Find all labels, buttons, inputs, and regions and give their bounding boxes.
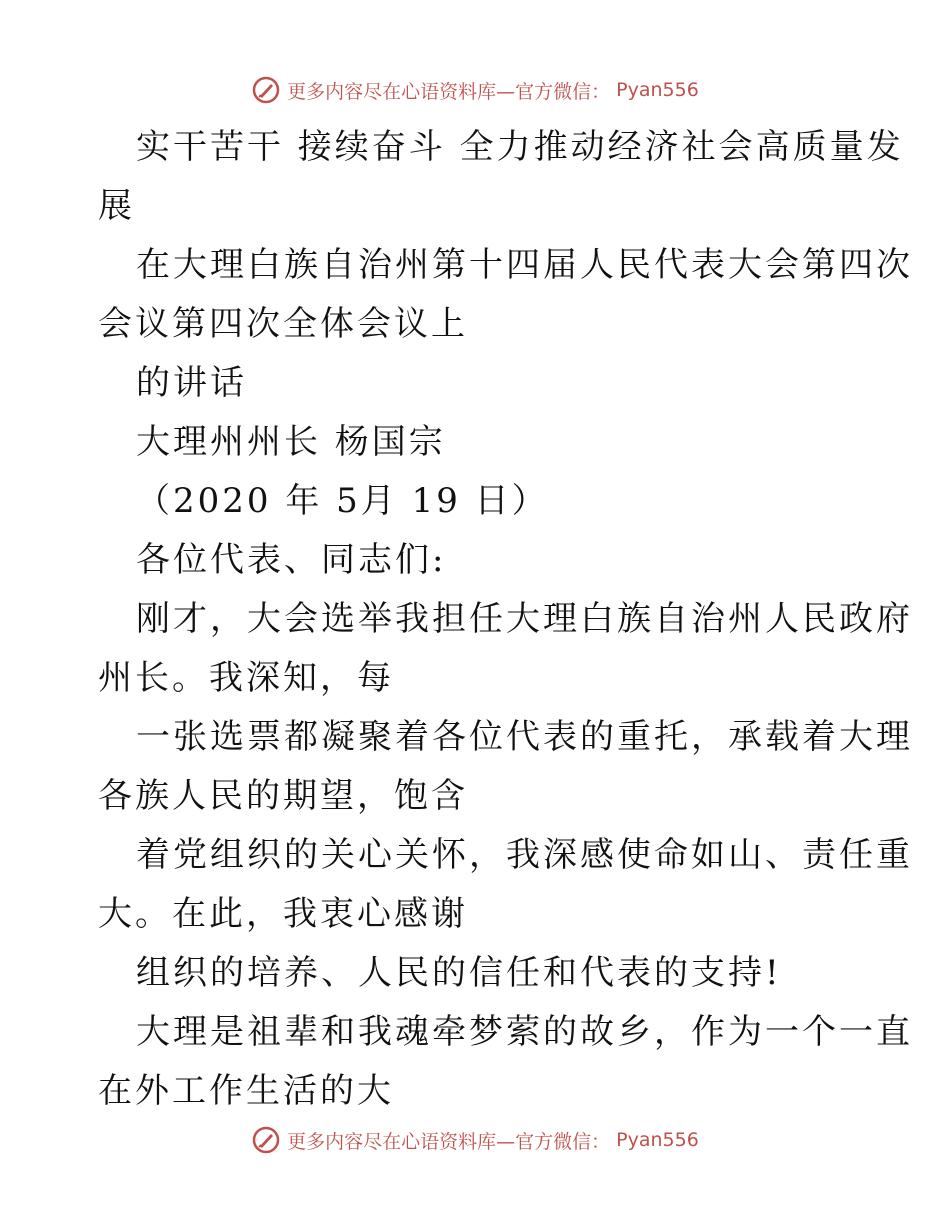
- text-line: 展: [98, 186, 135, 226]
- text-line: 在外工作生活的大: [98, 1071, 394, 1111]
- text-line: 大理是祖辈和我魂牵梦萦的故乡，作为一个一直: [136, 1012, 913, 1052]
- text-line: 州长。我深知，每: [98, 658, 394, 698]
- text-line: 实干苦干 接续奋斗 全力推动经济社会高质量发: [136, 127, 904, 167]
- text-line: 大。在此，我衷心感谢: [98, 894, 468, 934]
- text-line: 会议第四次全体会议上: [98, 304, 468, 344]
- quill-logo-icon: [251, 1125, 281, 1155]
- document-body: [98, 118, 913, 1121]
- text-line: 一张选票都凝聚着各位代表的重托，承载着大理: [136, 717, 913, 757]
- text-line: 各位代表、同志们:: [136, 540, 447, 580]
- text-line: 的讲话: [136, 363, 247, 403]
- text-line: 着党组织的关心关怀，我深感使命如山、责任重: [136, 835, 913, 875]
- text-line: 在大理白族自治州第十四届人民代表大会第四次: [136, 245, 913, 285]
- quill-logo-icon: [251, 75, 281, 105]
- text-line: 大理州州长 杨国宗: [136, 422, 446, 462]
- watermark-footer: [0, 1120, 950, 1160]
- watermark-text: 更多内容尽在心语资料库—官方微信：: [287, 1130, 611, 1153]
- text-line: 组织的培养、人民的信任和代表的支持!: [136, 953, 782, 993]
- watermark-wechat-id: Pyan556: [616, 1129, 699, 1151]
- text-line: 各族人民的期望，饱含: [98, 776, 468, 816]
- watermark-wechat-id: Pyan556: [616, 79, 699, 101]
- watermark-header: [0, 70, 950, 110]
- watermark-text: 更多内容尽在心语资料库—官方微信：: [287, 80, 611, 103]
- text-line: （2020 年 5月 19 日）: [136, 481, 549, 521]
- text-line: 刚才，大会选举我担任大理白族自治州人民政府: [136, 599, 913, 639]
